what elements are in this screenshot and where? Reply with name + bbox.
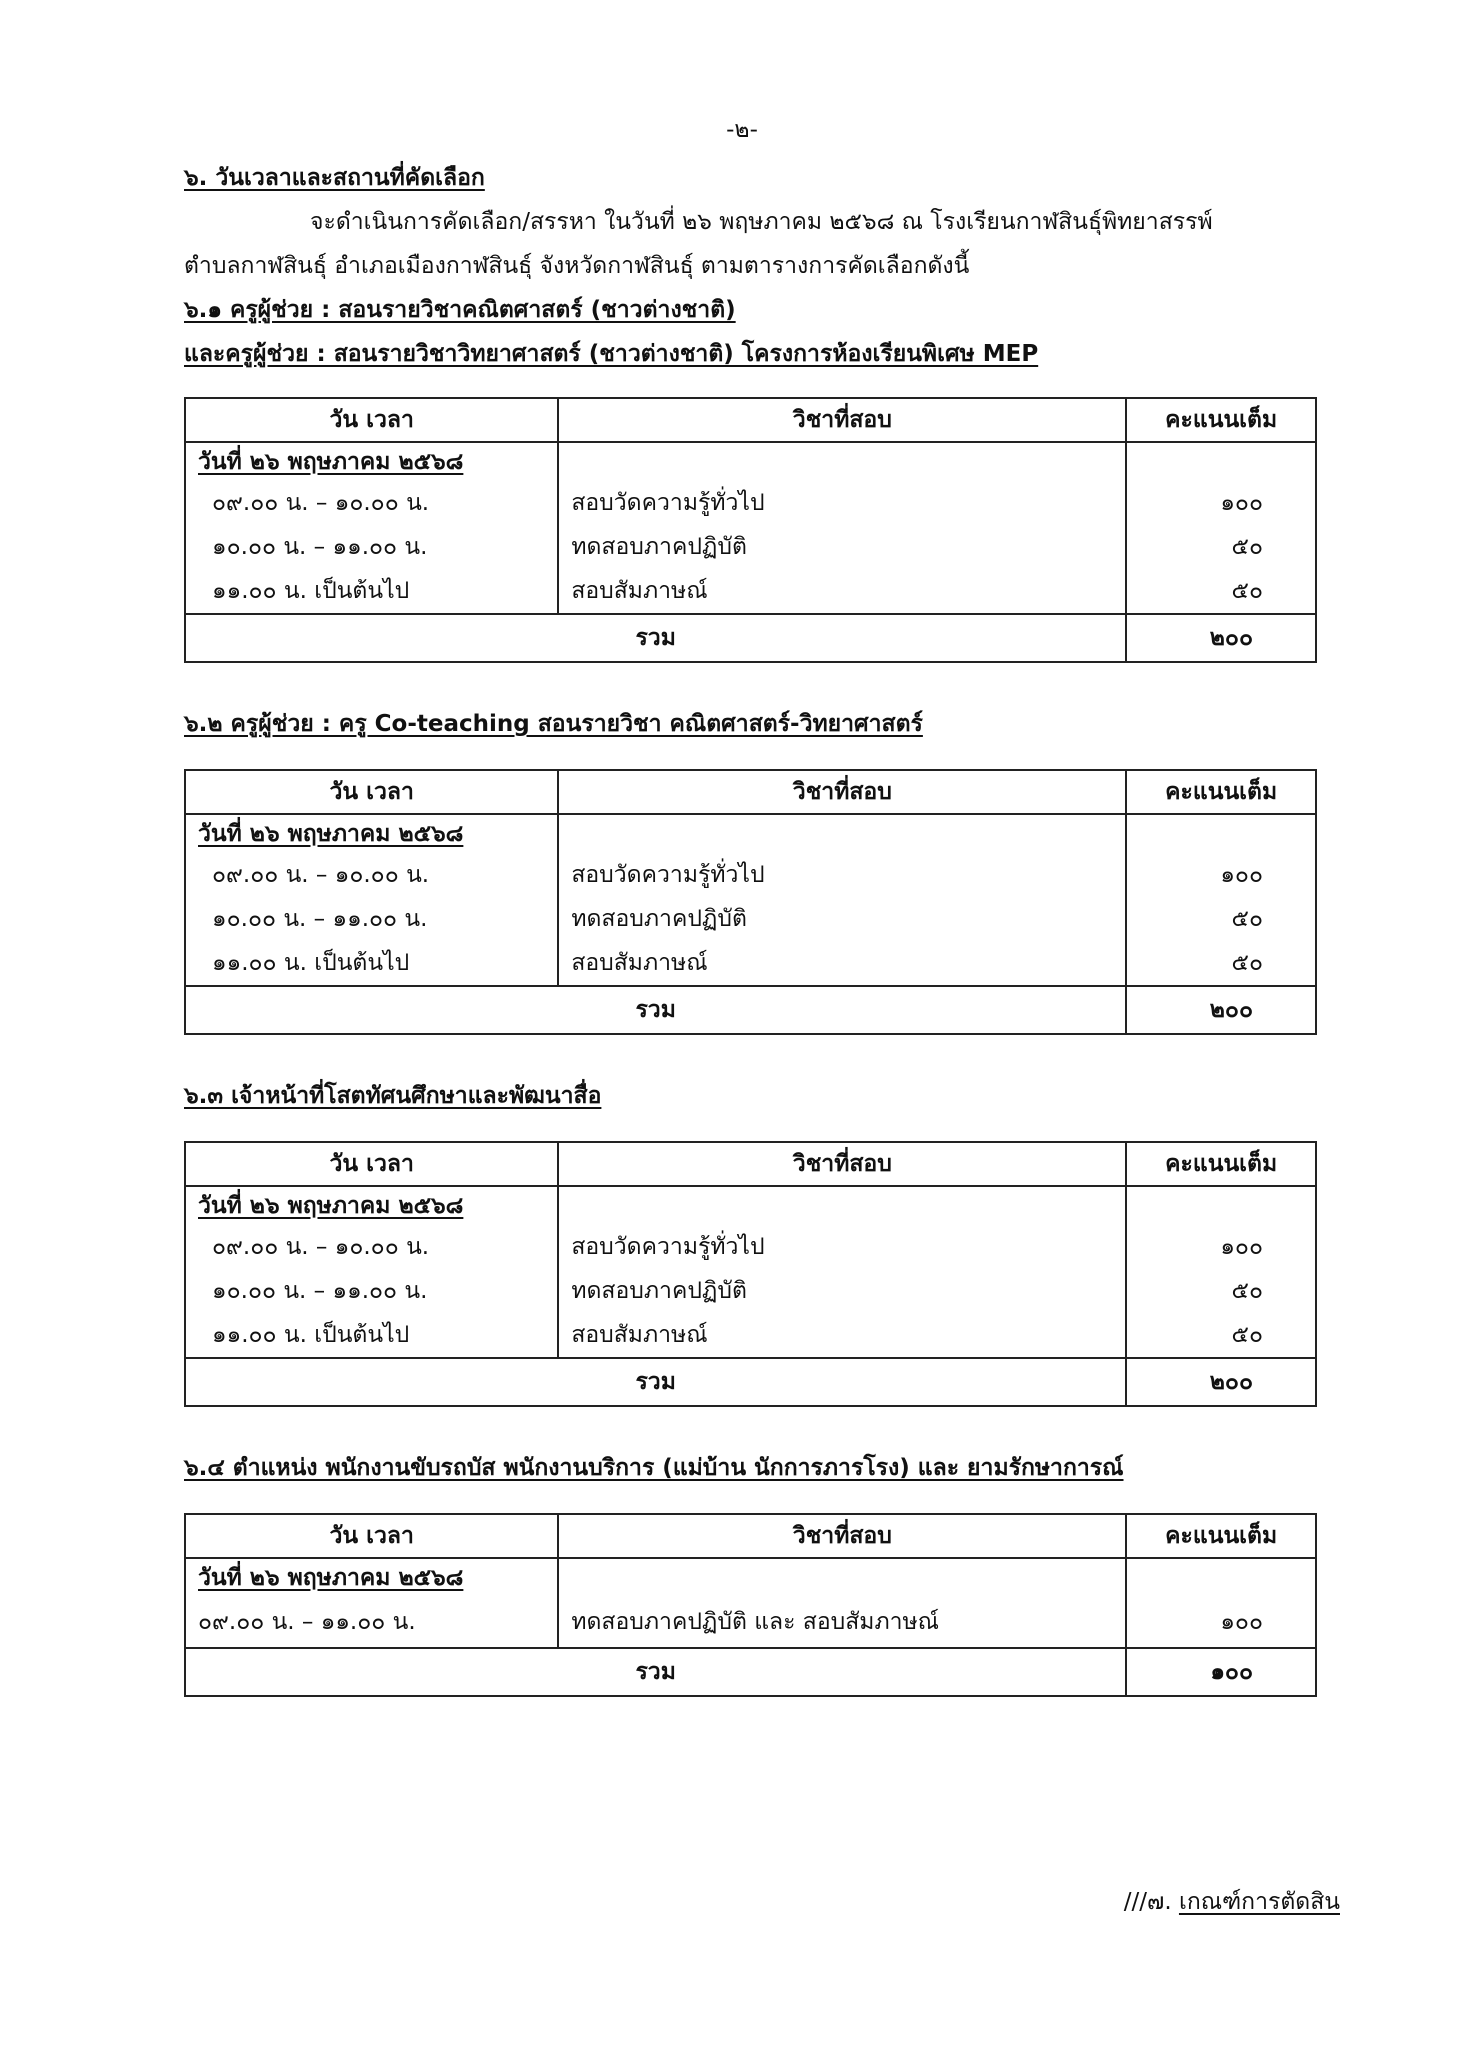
table-header-row: [185, 398, 1316, 442]
exam-subject: ทดสอบภาคปฏิบัติ และ สอบสัมภาษณ์: [571, 1608, 940, 1635]
table-1-title-line-2: และครูผู้ช่วย : สอนรายวิชาวิทยาศาสตร์ (ชาวต่างชาติ) โครงการห้องเรียนพิเศษ MEP: [184, 341, 1039, 367]
schedule-table-1: [184, 397, 1317, 663]
total-label: รวม: [185, 1358, 1126, 1406]
time-slot: ๑๐.๐๐ น. – ๑๑.๐๐ น.: [212, 1277, 428, 1304]
exam-subject: สอบวัดความรู้ทั่วไป: [571, 1233, 765, 1260]
intro-line-2: ตำบลกาฬสินธุ์ อำเภอเมืองกาฬสินธุ์ จังหวัดกาฬสินธุ์ ตามตารางการคัดเลือกดังนี้: [184, 253, 970, 279]
full-score: ๕๐: [1231, 533, 1263, 560]
exam-subject: ทดสอบภาคปฏิบัติ: [571, 1277, 747, 1304]
subjects-cell: [558, 814, 1126, 986]
time-slot: ๐๙.๐๐ น. – ๑๐.๐๐ น.: [212, 489, 430, 516]
exam-date: วันที่ ๒๖ พฤษภาคม ๒๕๖๘: [198, 1564, 464, 1591]
table-header-row: [185, 1514, 1316, 1558]
header-subject: วิชาที่สอบ: [558, 1514, 1126, 1558]
table-body-row: [185, 1558, 1316, 1648]
exam-subject: ทดสอบภาคปฏิบัติ: [571, 905, 747, 932]
table-body-row: [185, 1186, 1316, 1358]
total-row: [185, 986, 1316, 1034]
exam-subject: ทดสอบภาคปฏิบัติ: [571, 533, 747, 560]
page-number: -๒-: [726, 117, 758, 143]
continuation-next-section: เกณฑ์การตัดสิน: [1178, 1889, 1340, 1915]
times-cell: [185, 814, 558, 986]
schedule-table-2: [184, 769, 1317, 1035]
table-1-title-line-1: ๖.๑ ครูผู้ช่วย : สอนรายวิชาคณิตศาสตร์ (ชาวต่างชาติ): [184, 297, 736, 323]
full-score: ๕๐: [1231, 949, 1263, 976]
total-label: รวม: [185, 1648, 1126, 1696]
total-score: ๑๐๐: [1126, 1648, 1316, 1696]
table-3-title: ๖.๓ เจ้าหน้าที่โสตทัศนศึกษาและพัฒนาสื่อ: [184, 1083, 602, 1109]
header-date-time: วัน เวลา: [185, 1514, 558, 1558]
total-score: ๒๐๐: [1126, 986, 1316, 1034]
time-slot: ๑๐.๐๐ น. – ๑๑.๐๐ น.: [212, 905, 428, 932]
header-full-score: คะแนนเต็ม: [1126, 398, 1316, 442]
scores-cell: [1126, 814, 1316, 986]
exam-date: วันที่ ๒๖ พฤษภาคม ๒๕๖๘: [198, 820, 464, 847]
time-slot: ๐๙.๐๐ น. – ๑๑.๐๐ น.: [198, 1608, 416, 1635]
scores-cell: [1126, 1558, 1316, 1648]
scores-cell: [1126, 1186, 1316, 1358]
table-2-title: ๖.๒ ครูผู้ช่วย : ครู Co-teaching สอนรายวิชา คณิตศาสตร์-วิทยาศาสตร์: [184, 711, 923, 737]
header-date-time: วัน เวลา: [185, 770, 558, 814]
full-score: ๕๐: [1231, 1321, 1263, 1348]
header-subject: วิชาที่สอบ: [558, 770, 1126, 814]
table-header-row: [185, 770, 1316, 814]
times-cell: [185, 1186, 558, 1358]
total-label: รวม: [185, 986, 1126, 1034]
total-score: ๒๐๐: [1126, 614, 1316, 662]
schedule-table-3: [184, 1141, 1317, 1407]
time-slot: ๑๑.๐๐ น. เป็นต้นไป: [212, 577, 410, 604]
exam-date: วันที่ ๒๖ พฤษภาคม ๒๕๖๘: [198, 448, 464, 475]
exam-subject: สอบสัมภาษณ์: [571, 577, 708, 604]
time-slot: ๑๐.๐๐ น. – ๑๑.๐๐ น.: [212, 533, 428, 560]
intro-line-1: จะดำเนินการคัดเลือก/สรรหา ในวันที่ ๒๖ พฤษภาคม ๒๕๖๘ ณ โรงเรียนกาฬสินธุ์พิทยาสรรพ์: [310, 209, 1213, 235]
exam-subject: สอบวัดความรู้ทั่วไป: [571, 861, 765, 888]
subjects-cell: [558, 1558, 1126, 1648]
times-cell: [185, 1558, 558, 1648]
subjects-cell: [558, 1186, 1126, 1358]
table-header-row: [185, 1142, 1316, 1186]
header-full-score: คะแนนเต็ม: [1126, 1514, 1316, 1558]
subjects-cell: [558, 442, 1126, 614]
total-row: [185, 1648, 1316, 1696]
section-heading: ๖. วันเวลาและสถานที่คัดเลือก: [184, 165, 485, 191]
times-cell: [185, 442, 558, 614]
exam-subject: สอบวัดความรู้ทั่วไป: [571, 489, 765, 516]
table-body-row: [185, 442, 1316, 614]
total-row: [185, 1358, 1316, 1406]
continuation-note: [1124, 1884, 1340, 1920]
header-full-score: คะแนนเต็ม: [1126, 770, 1316, 814]
scores-cell: [1126, 442, 1316, 614]
continuation-prefix: ///๗.: [1123, 1889, 1179, 1915]
full-score: ๕๐: [1231, 905, 1263, 932]
full-score: ๑๐๐: [1220, 861, 1263, 888]
header-subject: วิชาที่สอบ: [558, 398, 1126, 442]
exam-subject: สอบสัมภาษณ์: [571, 1321, 708, 1348]
full-score: ๑๐๐: [1220, 1233, 1263, 1260]
time-slot: ๐๙.๐๐ น. – ๑๐.๐๐ น.: [212, 861, 430, 888]
header-full-score: คะแนนเต็ม: [1126, 1142, 1316, 1186]
full-score: ๕๐: [1231, 577, 1263, 604]
total-label: รวม: [185, 614, 1126, 662]
header-date-time: วัน เวลา: [185, 398, 558, 442]
header-date-time: วัน เวลา: [185, 1142, 558, 1186]
full-score: ๑๐๐: [1220, 1608, 1263, 1635]
time-slot: ๐๙.๐๐ น. – ๑๐.๐๐ น.: [212, 1233, 430, 1260]
total-score: ๒๐๐: [1126, 1358, 1316, 1406]
full-score: ๕๐: [1231, 1277, 1263, 1304]
header-subject: วิชาที่สอบ: [558, 1142, 1126, 1186]
exam-subject: สอบสัมภาษณ์: [571, 949, 708, 976]
exam-date: วันที่ ๒๖ พฤษภาคม ๒๕๖๘: [198, 1192, 464, 1219]
time-slot: ๑๑.๐๐ น. เป็นต้นไป: [212, 949, 410, 976]
table-4-title: ๖.๔ ตำแหน่ง พนักงานขับรถบัส พนักงานบริการ (แม่บ้าน นักการภารโรง) และ ยามรักษาการณ์: [184, 1455, 1124, 1481]
time-slot: ๑๑.๐๐ น. เป็นต้นไป: [212, 1321, 410, 1348]
schedule-table-4: [184, 1513, 1317, 1697]
total-row: [185, 614, 1316, 662]
full-score: ๑๐๐: [1220, 489, 1263, 516]
table-body-row: [185, 814, 1316, 986]
